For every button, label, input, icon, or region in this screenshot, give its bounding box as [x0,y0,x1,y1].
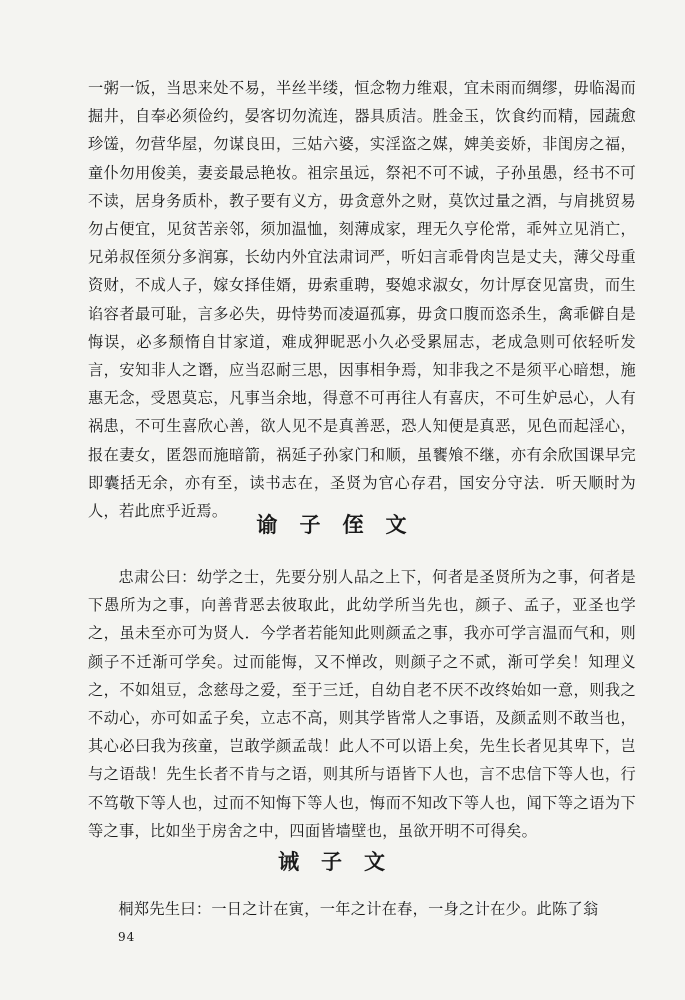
intro-section [88,74,636,525]
page-number: 94 [118,930,136,944]
yu-zi-zhi-wen-paragraph: 忠肃公曰：幼学之士，先要分别人品之上下，何者是圣贤所为之事，何者是下愚所为之事，向善背恶去彼取此，此幼学所当先也，颜子、孟子，亚圣也学之，虽未至亦可为贤人．今学者若能知此则颜孟之事，我亦可学言温而气和，则颜子不迁渐可学矣。过而能悔，又不惮改，则颜子之不贰，渐可学矣！知理义之，不如俎豆，念慈母之爱，至于三迁，自幼自老不厌不改终始如一意，则我之不动心，亦可如孟子矣，立志不高，则其学皆常人之事语，及颜孟则不敢当也，其心必曰我为孩童，岂敢学颜孟哉！此人不可以语上矣，先生长者见其卑下，岂与之语哉！先生长者不肯与之语，则其所与语皆下人也，言不忠信下等人也，行不笃敬下等人也，过而不知悔下等人也，悔而不知改下等人也，闻下等之语为下等之事，比如坐于房舍之中，四面皆墙壁也，虽欲开明不可得矣。 [88,568,636,840]
section-title-jie-zi-wen: 诫子文 [278,849,407,874]
intro-paragraph: 一粥一饭，当思来处不易，半丝半缕，恒念物力维艰，宜未雨而绸缪，毋临渴而掘井，自奉必须俭约，晏客切勿流连，器具质洁。胜金玉，饮食约而精，园蔬愈珍馐，勿营华屋，勿谋良田，三姑六婆，实淫盗之媒，婢美妾娇，非闺房之福，童仆勿用俊美，妻妾最忌艳妆。祖宗虽远，祭祀不可不诚，子孙虽愚，经书不可不读，居身务质朴，教子要有义方，毋贪意外之财，莫饮过量之酒，与肩挑贸易勿占便宜，见贫苦亲邻，须加温恤，刻薄成家，理无久亨伦常，乖舛立见消亡，兄弟叔侄须分多润寡，长幼内外宜法肃词严，听妇言乖骨肉岂是丈夫，薄父母重资财，不成人子，嫁女择佳婿，毋索重聘，娶媳求淑女，勿计厚奁见富贵，而生谄容者最可耻，言多必失，毋恃势而凌逼孤寡，毋贪口腹而恣杀生，禽乖僻自是悔误，必多颓惰自甘家道，难成狎昵恶小久必受累屈志，老成急则可依轻听发言，安知非人之谮，应当忍耐三思，因事相争焉，知非我之不是须平心暗想，施惠无念，受恩莫忘，凡事当余地，得意不可再往人有喜庆，不可生妒忌心，人有祸患，不可生喜欣心善，欲人见不是真善恶，恐人知便是真恶，见色而起淫心，报在妻女，匿怨而施暗箭，祸延子孙家门和顺，虽饔飧不继，亦有余欣国课早完即囊括无余，亦有至，读书志在，圣贤为官心存君，国安分守法．听天顺时为人，若此庶乎近焉。 [88,79,636,521]
jie-zi-wen-section [88,895,636,923]
section-title-yu-zi-zhi-wen: 谕子侄文 [256,512,429,537]
jie-zi-wen-paragraph: 桐郑先生曰：一日之计在寅，一年之计在春，一身之计在少。此陈了翁 [118,900,599,918]
yu-zi-zhi-wen-section [88,563,636,845]
